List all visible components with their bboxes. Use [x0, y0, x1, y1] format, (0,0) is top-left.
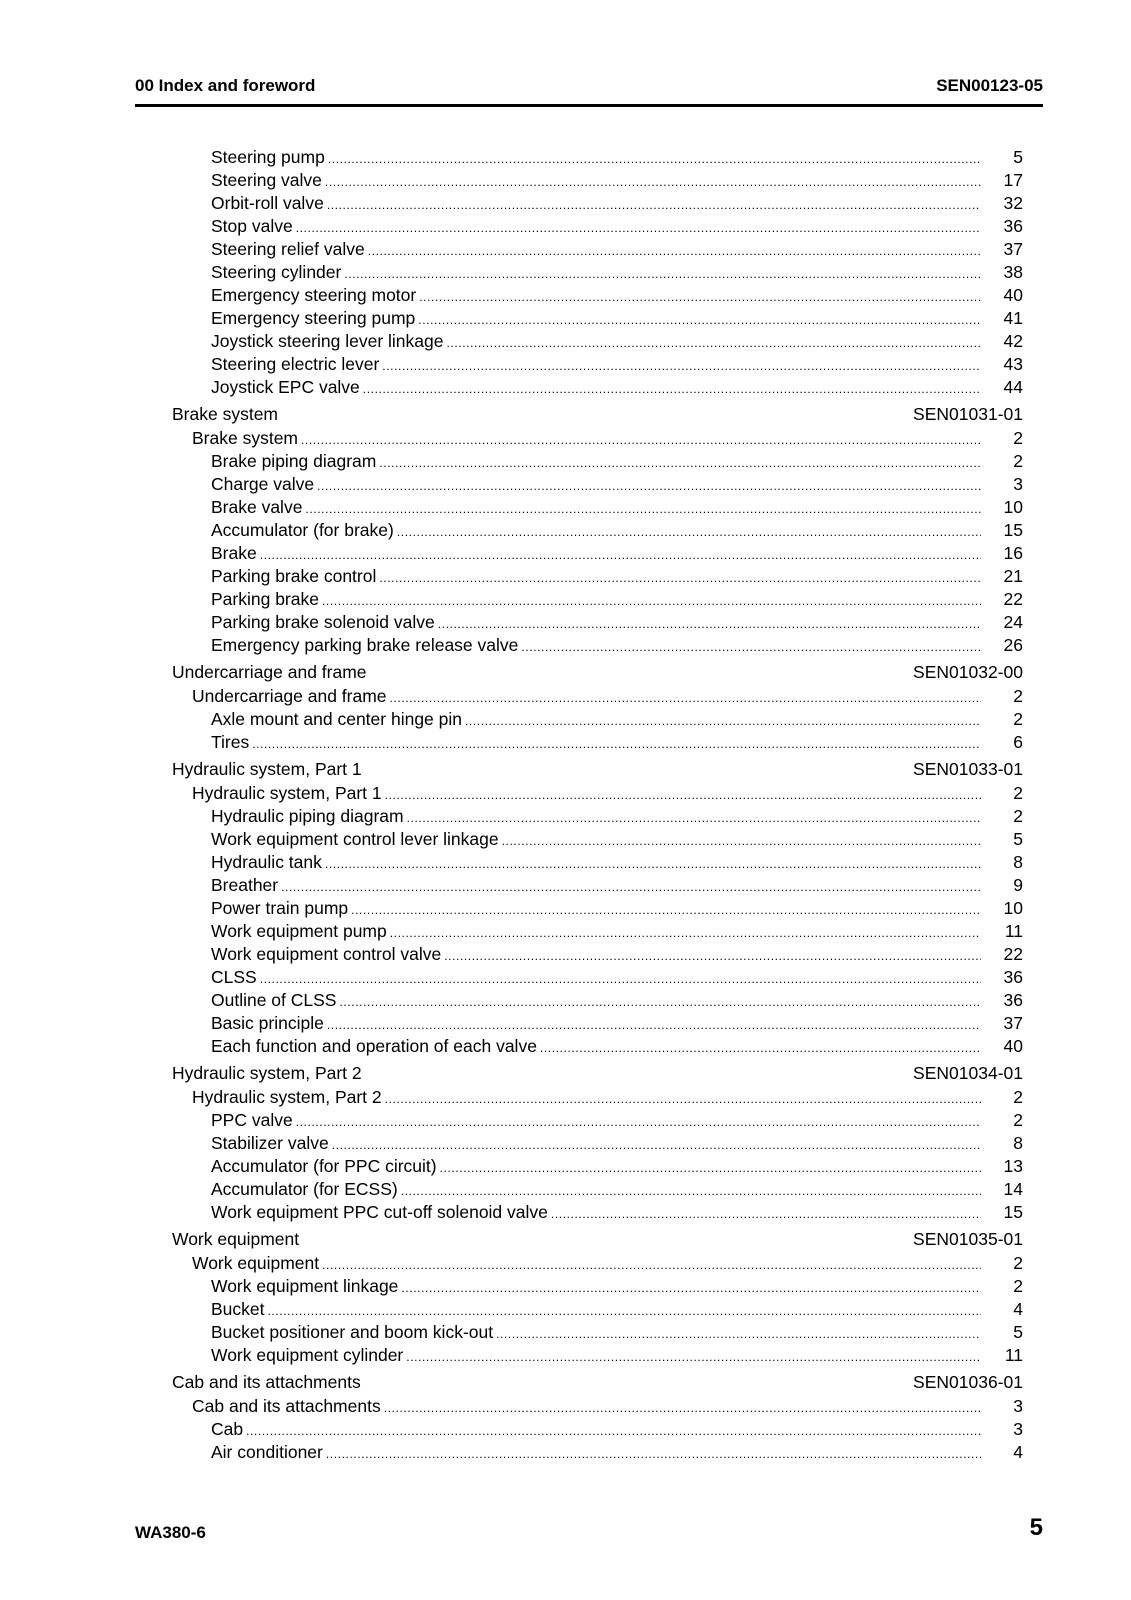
dot-leader [351, 897, 981, 920]
entry-title: Accumulator (for PPC circuit) [211, 1156, 437, 1176]
toc-entry[interactable] [172, 353, 1023, 376]
entry-title: Emergency steering motor [211, 285, 417, 305]
entry-title: Joystick EPC valve [211, 377, 360, 397]
toc-entry[interactable] [172, 874, 1023, 897]
toc-entry[interactable] [172, 1418, 1023, 1441]
dot-leader [268, 1298, 982, 1321]
entry-page-number: 13 [1003, 1156, 1023, 1176]
entry-title: Emergency parking brake release valve [211, 635, 519, 655]
dot-leader [446, 330, 981, 353]
entry-title: PPC valve [211, 1110, 293, 1130]
dot-leader [327, 1012, 981, 1035]
toc-entry[interactable] [172, 427, 1023, 450]
entry-page-number: 8 [1013, 1133, 1023, 1153]
entry-page-number: 26 [1003, 635, 1023, 655]
entry-title: CLSS [211, 967, 257, 987]
entry-title: Charge valve [211, 474, 315, 494]
toc-entry[interactable] [172, 192, 1023, 215]
section-title: Work equipment [172, 1229, 300, 1249]
dot-leader [379, 450, 981, 473]
toc-entry[interactable] [172, 330, 1023, 353]
dot-leader [444, 943, 981, 966]
dot-leader [407, 805, 981, 828]
dot-leader [260, 966, 981, 989]
entry-title: Work equipment pump [211, 921, 387, 941]
dot-leader [385, 782, 981, 805]
entry-page-number: 2 [1013, 806, 1023, 826]
entry-title: Orbit-roll valve [211, 193, 324, 213]
header-title: 00 Index and foreword [135, 76, 316, 95]
entry-page-number: 5 [1013, 829, 1023, 849]
entry-title: Cab and its attachments [192, 1396, 381, 1416]
dot-leader [382, 353, 981, 376]
entry-title: Work equipment control valve [211, 944, 442, 964]
dot-leader [281, 874, 981, 897]
entry-title: Work equipment control lever linkage [211, 829, 499, 849]
entry-title: Brake system [192, 428, 298, 448]
toc-entry[interactable] [172, 1344, 1023, 1367]
dot-leader [301, 427, 981, 450]
entry-title: Work equipment [192, 1253, 320, 1273]
entry-page-number: 3 [1013, 1419, 1023, 1439]
entry-page-number: 10 [1003, 898, 1023, 918]
section-doc-code: SEN01034-01 [913, 1063, 1023, 1083]
section-doc-code: SEN01031-01 [913, 404, 1023, 424]
toc-entry[interactable] [172, 450, 1023, 473]
dot-leader [322, 1252, 981, 1275]
entry-page-number: 6 [1013, 732, 1023, 752]
entry-page-number: 36 [1003, 216, 1023, 236]
dot-leader [325, 851, 981, 874]
table-of-contents [172, 146, 1023, 1464]
toc-entry[interactable] [172, 1086, 1023, 1109]
dot-leader [390, 685, 981, 708]
toc-entry[interactable] [172, 1178, 1023, 1201]
entry-page-number: 15 [1003, 1202, 1023, 1222]
entry-title: Power train pump [211, 898, 349, 918]
entry-page-number: 3 [1013, 1396, 1023, 1416]
entry-title: Brake piping diagram [211, 451, 377, 471]
entry-page-number: 14 [1003, 1179, 1023, 1199]
entry-title: Accumulator (for ECSS) [211, 1179, 398, 1199]
toc-entry[interactable] [172, 215, 1023, 238]
toc-entry[interactable] [172, 897, 1023, 920]
entry-title: Each function and operation of each valve [211, 1036, 537, 1056]
toc-entry[interactable] [172, 851, 1023, 874]
toc-section-heading [172, 1060, 1023, 1086]
dot-leader [296, 215, 981, 238]
entry-title: Steering relief valve [211, 239, 365, 259]
toc-entry[interactable] [172, 1132, 1023, 1155]
toc-entry[interactable] [172, 1012, 1023, 1035]
dot-leader [406, 1344, 981, 1367]
dot-leader [305, 496, 981, 519]
entry-title: Work equipment PPC cut-off solenoid valve [211, 1202, 548, 1222]
entry-title: Parking brake control [211, 566, 377, 586]
entry-page-number: 41 [1003, 308, 1023, 328]
toc-section-heading [172, 756, 1023, 782]
entry-title: Bucket positioner and boom kick-out [211, 1322, 494, 1342]
dot-leader [401, 1275, 981, 1298]
entry-page-number: 2 [1013, 1253, 1023, 1273]
toc-entry[interactable] [172, 782, 1023, 805]
entry-title: Hydraulic system, Part 1 [192, 783, 382, 803]
entry-title: Stabilizer valve [211, 1133, 329, 1153]
section-doc-code: SEN01036-01 [913, 1372, 1023, 1392]
toc-entry[interactable] [172, 685, 1023, 708]
entry-page-number: 4 [1013, 1299, 1023, 1319]
toc-entry[interactable] [172, 1035, 1023, 1058]
toc-entry[interactable] [172, 805, 1023, 828]
entry-page-number: 43 [1003, 354, 1023, 374]
section-doc-code: SEN01035-01 [913, 1229, 1023, 1249]
dot-leader [419, 284, 981, 307]
toc-section-heading [172, 1226, 1023, 1252]
entry-title: Basic principle [211, 1013, 324, 1033]
dot-leader [339, 989, 981, 1012]
dot-leader [325, 169, 981, 192]
toc-entry[interactable] [172, 169, 1023, 192]
entry-title: Emergency steering pump [211, 308, 416, 328]
entry-page-number: 2 [1013, 451, 1023, 471]
dot-leader [401, 1178, 981, 1201]
entry-page-number: 44 [1003, 377, 1023, 397]
toc-section-heading [172, 401, 1023, 427]
toc-entry[interactable] [172, 920, 1023, 943]
toc-entry[interactable] [172, 1321, 1023, 1344]
entry-page-number: 2 [1013, 1276, 1023, 1296]
toc-entry[interactable] [172, 284, 1023, 307]
entry-title: Breather [211, 875, 279, 895]
toc-entry[interactable] [172, 565, 1023, 588]
toc-entry[interactable] [172, 542, 1023, 565]
entry-page-number: 38 [1003, 262, 1023, 282]
dot-leader [379, 565, 981, 588]
dot-leader [465, 708, 981, 731]
entry-page-number: 2 [1013, 1087, 1023, 1107]
entry-page-number: 40 [1003, 1036, 1023, 1056]
entry-title: Hydraulic tank [211, 852, 322, 872]
entry-page-number: 10 [1003, 497, 1023, 517]
entry-title: Hydraulic piping diagram [211, 806, 404, 826]
toc-entry[interactable] [172, 588, 1023, 611]
dot-leader [384, 1395, 981, 1418]
toc-entry[interactable] [172, 238, 1023, 261]
entry-title: Stop valve [211, 216, 293, 236]
toc-section-heading [172, 1369, 1023, 1395]
entry-title: Work equipment linkage [211, 1276, 399, 1296]
toc-entry[interactable] [172, 1275, 1023, 1298]
header-doc-code: SEN00123-05 [936, 76, 1043, 95]
entry-page-number: 15 [1003, 520, 1023, 540]
entry-page-number: 2 [1013, 1110, 1023, 1130]
toc-entry[interactable] [172, 473, 1023, 496]
entry-title: Undercarriage and frame [192, 686, 387, 706]
section-title: Brake system [172, 404, 278, 424]
dot-leader [496, 1321, 981, 1344]
entry-title: Outline of CLSS [211, 990, 337, 1010]
entry-title: Work equipment cylinder [211, 1345, 404, 1365]
entry-page-number: 8 [1013, 852, 1023, 872]
section-doc-code: SEN01032-00 [913, 662, 1023, 682]
entry-page-number: 3 [1013, 474, 1023, 494]
dot-leader [322, 588, 981, 611]
toc-entry[interactable] [172, 708, 1023, 731]
dot-leader [368, 238, 981, 261]
entry-page-number: 5 [1013, 1322, 1023, 1342]
dot-leader [332, 1132, 981, 1155]
entry-page-number: 21 [1003, 566, 1023, 586]
entry-title: Joystick steering lever linkage [211, 331, 444, 351]
dot-leader [438, 611, 981, 634]
section-title: Cab and its attachments [172, 1372, 361, 1392]
dot-leader [540, 1035, 981, 1058]
entry-title: Cab [211, 1419, 244, 1439]
header-divider [135, 104, 1043, 107]
toc-entry[interactable] [172, 611, 1023, 634]
dot-leader [502, 828, 981, 851]
toc-section-heading [172, 659, 1023, 685]
toc-entry[interactable] [172, 989, 1023, 1012]
dot-leader [363, 376, 981, 399]
toc-entry[interactable] [172, 1395, 1023, 1418]
entry-page-number: 37 [1003, 1013, 1023, 1033]
entry-title: Bucket [211, 1299, 265, 1319]
entry-page-number: 2 [1013, 686, 1023, 706]
dot-leader [296, 1109, 981, 1132]
dot-leader [385, 1086, 981, 1109]
entry-title: Steering cylinder [211, 262, 342, 282]
entry-page-number: 9 [1013, 875, 1023, 895]
section-title: Hydraulic system, Part 2 [172, 1063, 362, 1083]
entry-page-number: 11 [1004, 1345, 1023, 1365]
dot-leader [260, 542, 981, 565]
dot-leader [397, 519, 981, 542]
dot-leader [390, 920, 981, 943]
entry-title: Air conditioner [211, 1442, 323, 1462]
toc-entry[interactable] [172, 828, 1023, 851]
entry-page-number: 22 [1003, 944, 1023, 964]
toc-entry[interactable] [172, 1155, 1023, 1178]
entry-page-number: 36 [1003, 967, 1023, 987]
dot-leader [317, 473, 981, 496]
dot-leader [252, 731, 981, 754]
toc-entry[interactable] [172, 1298, 1023, 1321]
toc-entry[interactable] [172, 146, 1023, 169]
entry-page-number: 11 [1004, 921, 1023, 941]
toc-entry[interactable] [172, 1252, 1023, 1275]
entry-title: Parking brake solenoid valve [211, 612, 435, 632]
entry-page-number: 40 [1003, 285, 1023, 305]
entry-page-number: 2 [1013, 783, 1023, 803]
toc-entry[interactable] [172, 496, 1023, 519]
toc-entry[interactable] [172, 261, 1023, 284]
entry-title: Steering pump [211, 147, 325, 167]
toc-entry[interactable] [172, 943, 1023, 966]
entry-title: Tires [211, 732, 250, 752]
entry-title: Brake [211, 543, 257, 563]
entry-title: Accumulator (for brake) [211, 520, 394, 540]
footer-page-number: 5 [1029, 1514, 1043, 1541]
dot-leader [418, 307, 981, 330]
dot-leader [551, 1201, 981, 1224]
dot-leader [326, 1441, 981, 1464]
entry-page-number: 37 [1003, 239, 1023, 259]
toc-entry[interactable] [172, 634, 1023, 657]
section-doc-code: SEN01033-01 [913, 759, 1023, 779]
footer-model: WA380-6 [135, 1523, 206, 1542]
entry-title: Parking brake [211, 589, 319, 609]
page-header [135, 76, 1043, 98]
entry-page-number: 24 [1003, 612, 1023, 632]
entry-page-number: 22 [1003, 589, 1023, 609]
dot-leader [327, 192, 981, 215]
entry-page-number: 5 [1013, 147, 1023, 167]
entry-title: Steering valve [211, 170, 322, 190]
entry-page-number: 16 [1003, 543, 1023, 563]
toc-entry[interactable] [172, 519, 1023, 542]
dot-leader [344, 261, 981, 284]
toc-entry[interactable] [172, 376, 1023, 399]
dot-leader [521, 634, 981, 657]
section-title: Hydraulic system, Part 1 [172, 759, 362, 779]
dot-leader [246, 1418, 981, 1441]
toc-entry[interactable] [172, 1201, 1023, 1224]
entry-page-number: 17 [1003, 170, 1023, 190]
entry-title: Axle mount and center hinge pin [211, 709, 462, 729]
entry-page-number: 36 [1003, 990, 1023, 1010]
entry-page-number: 4 [1013, 1442, 1023, 1462]
toc-entry[interactable] [172, 1109, 1023, 1132]
entry-title: Hydraulic system, Part 2 [192, 1087, 382, 1107]
toc-entry[interactable] [172, 731, 1023, 754]
toc-entry[interactable] [172, 1441, 1023, 1464]
entry-page-number: 32 [1003, 193, 1023, 213]
section-title: Undercarriage and frame [172, 662, 367, 682]
entry-page-number: 2 [1013, 428, 1023, 448]
entry-title: Steering electric lever [211, 354, 380, 374]
toc-entry[interactable] [172, 966, 1023, 989]
entry-page-number: 42 [1003, 331, 1023, 351]
dot-leader [440, 1155, 981, 1178]
toc-entry[interactable] [172, 307, 1023, 330]
dot-leader [328, 146, 981, 169]
entry-page-number: 2 [1013, 709, 1023, 729]
entry-title: Brake valve [211, 497, 303, 517]
